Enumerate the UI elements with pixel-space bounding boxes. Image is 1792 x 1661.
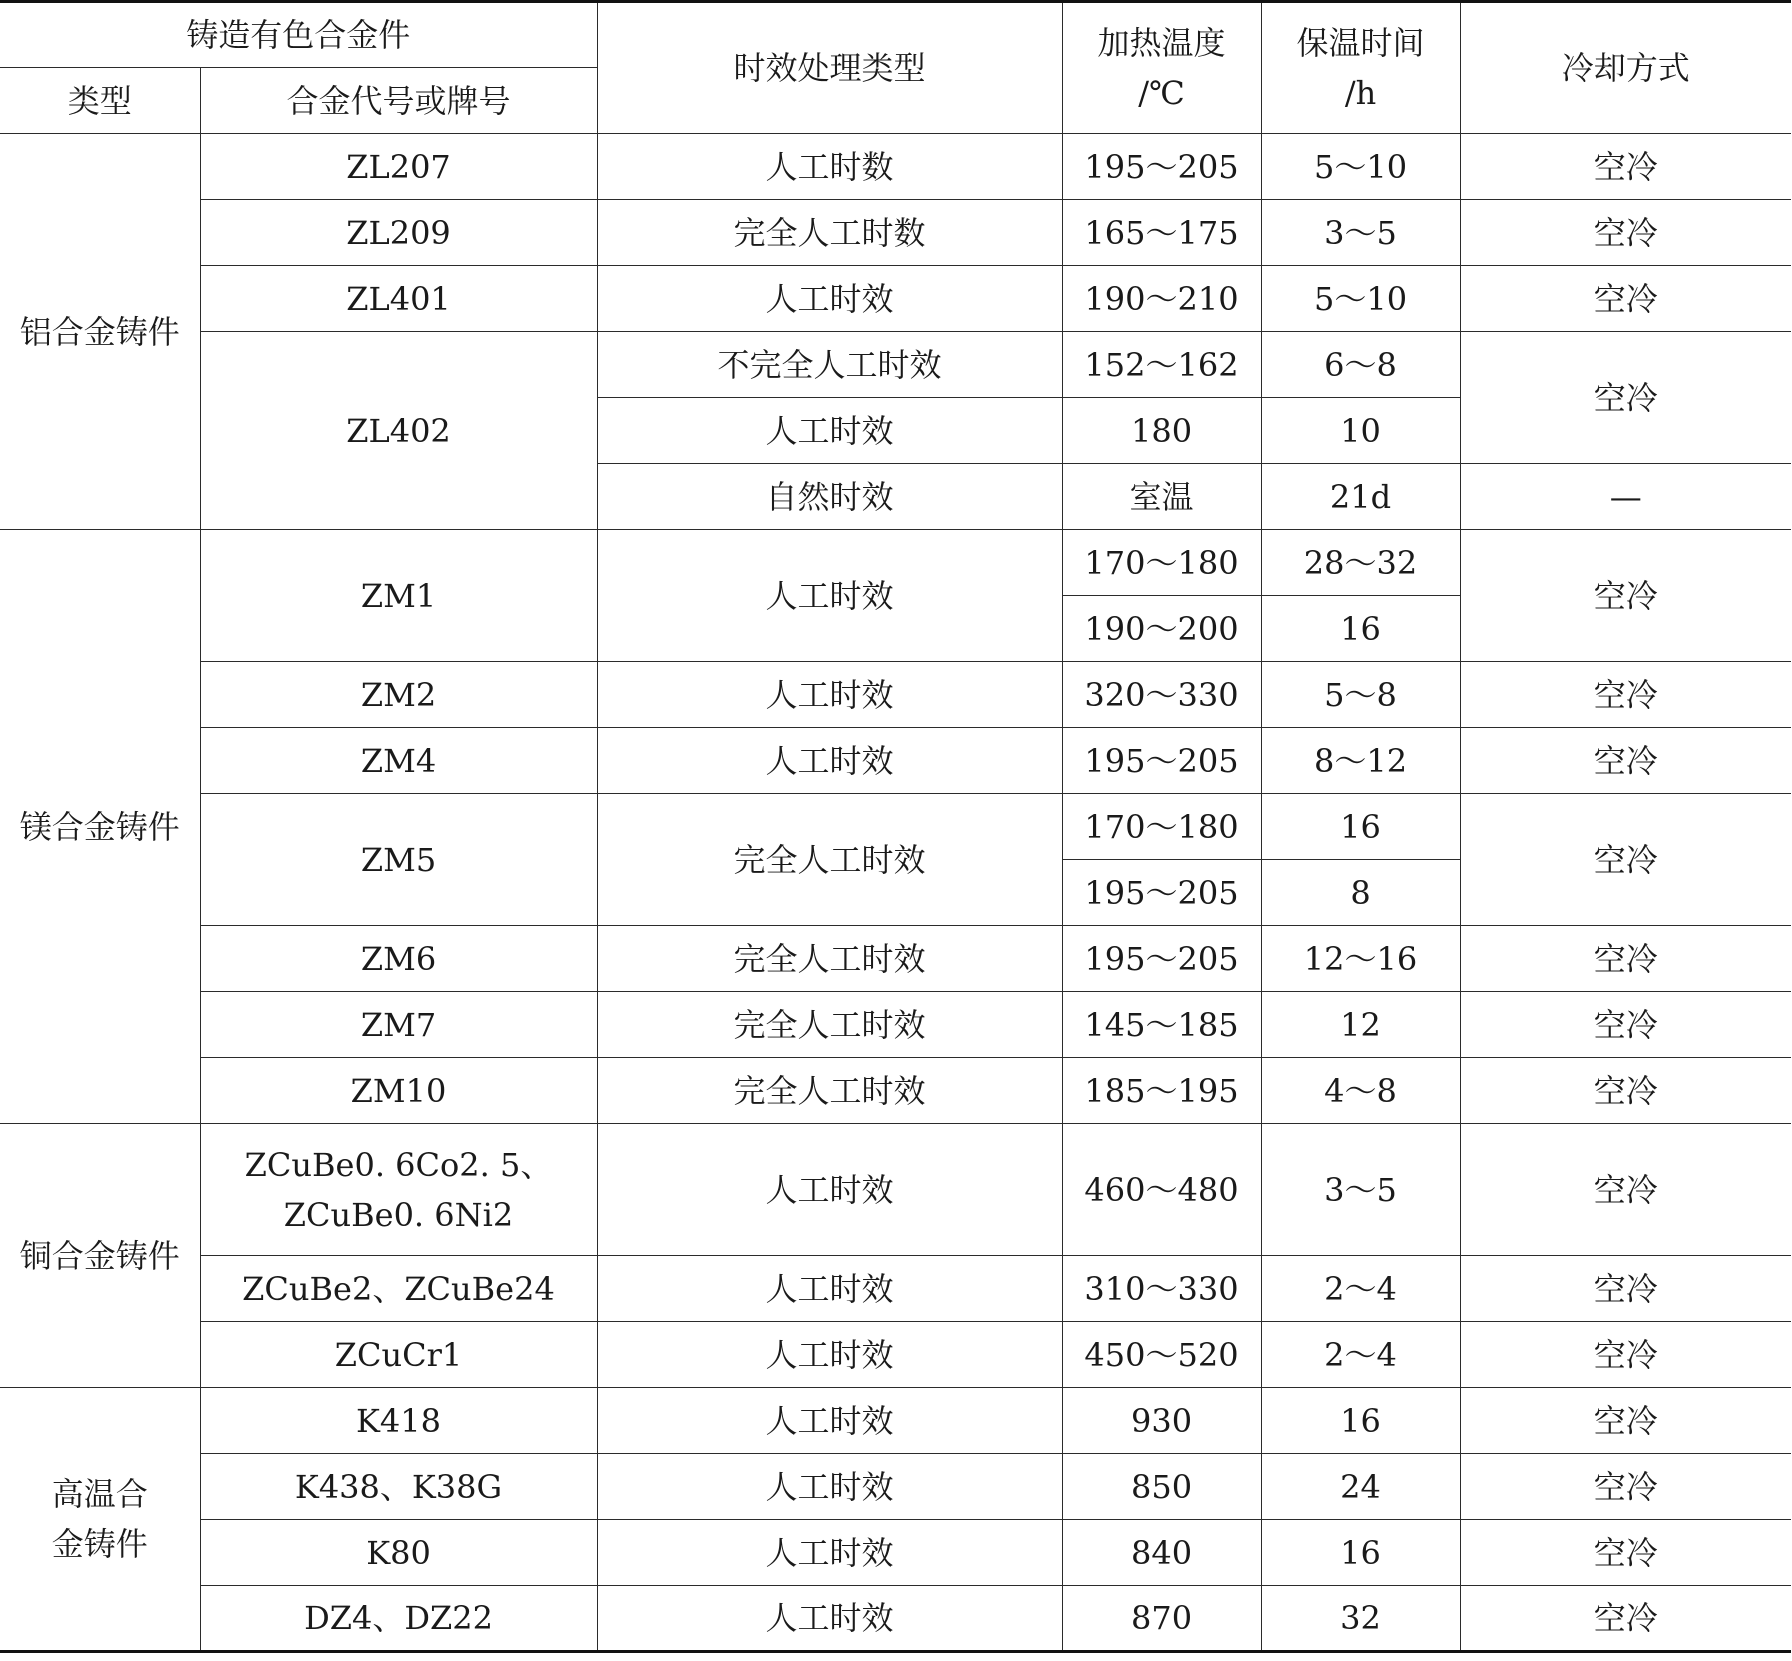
cell-code: ZL209 (200, 200, 597, 266)
cell-temp: 930 (1062, 1388, 1261, 1454)
cell-cooling: — (1460, 464, 1791, 530)
table-row (0, 1256, 1791, 1322)
cell-treatment: 完全人工时效 (597, 992, 1062, 1058)
header-code: 合金代号或牌号 (200, 68, 597, 134)
cell-temp: 170～180 (1062, 794, 1261, 860)
header-time-unit: /h (1344, 74, 1377, 112)
cell-time: 5～10 (1261, 134, 1460, 200)
cell-cooling: 空冷 (1460, 530, 1791, 662)
cell-cooling: 空冷 (1460, 1388, 1791, 1454)
cell-temp: 185～195 (1062, 1058, 1261, 1124)
cell-code: ZM7 (200, 992, 597, 1058)
category-magnesium: 镁合金铸件 (0, 530, 200, 1124)
header-time-label: 保温时间 (1296, 24, 1425, 62)
cell-treatment: 人工时效 (597, 1586, 1062, 1652)
cell-code: ZL402 (200, 332, 597, 530)
cell-time: 4～8 (1261, 1058, 1460, 1124)
cell-treatment: 不完全人工时效 (597, 332, 1062, 398)
cell-temp: 840 (1062, 1520, 1261, 1586)
table-row (0, 1520, 1791, 1586)
cell-temp: 310～330 (1062, 1256, 1261, 1322)
cell-code: ZL207 (200, 134, 597, 200)
cell-temp: 152～162 (1062, 332, 1261, 398)
cell-code: ZCuCr1 (200, 1322, 597, 1388)
header-temp (1062, 2, 1261, 134)
cell-code: ZM1 (200, 530, 597, 662)
header-row-1 (0, 2, 1791, 68)
cell-cooling: 空冷 (1460, 134, 1791, 200)
cell-code: DZ4、DZ22 (200, 1586, 597, 1652)
cell-treatment: 人工时效 (597, 1388, 1062, 1454)
cell-cooling: 空冷 (1460, 266, 1791, 332)
table-row (0, 728, 1791, 794)
cell-time: 16 (1261, 596, 1460, 662)
cell-treatment: 完全人工时数 (597, 200, 1062, 266)
cell-cooling: 空冷 (1460, 926, 1791, 992)
cell-temp: 室温 (1062, 464, 1261, 530)
category-high-temp (0, 1388, 200, 1652)
table-row (0, 926, 1791, 992)
cell-code: ZM5 (200, 794, 597, 926)
cell-cooling: 空冷 (1460, 1124, 1791, 1256)
cell-code: ZCuBe2、ZCuBe24 (200, 1256, 597, 1322)
cell-time: 2～4 (1261, 1256, 1460, 1322)
header-cooling: 冷却方式 (1460, 2, 1791, 134)
cell-time: 6～8 (1261, 332, 1460, 398)
cell-cooling: 空冷 (1460, 662, 1791, 728)
cell-temp: 195～205 (1062, 134, 1261, 200)
category-copper: 铜合金铸件 (0, 1124, 200, 1388)
table-row (0, 1586, 1791, 1652)
cell-code: ZM6 (200, 926, 597, 992)
cell-code: ZM4 (200, 728, 597, 794)
cell-cooling: 空冷 (1460, 1322, 1791, 1388)
cell-time: 5～8 (1261, 662, 1460, 728)
cell-time: 16 (1261, 1520, 1460, 1586)
header-treatment: 时效处理类型 (597, 2, 1062, 134)
cell-time: 16 (1261, 1388, 1460, 1454)
cell-code: K438、K38G (200, 1454, 597, 1520)
cell-code: K418 (200, 1388, 597, 1454)
cell-treatment: 人工时效 (597, 398, 1062, 464)
cell-time: 10 (1261, 398, 1460, 464)
cell-treatment: 完全人工时效 (597, 926, 1062, 992)
cell-cooling: 空冷 (1460, 992, 1791, 1058)
cell-code: ZM2 (200, 662, 597, 728)
cell-cooling: 空冷 (1460, 1454, 1791, 1520)
header-time (1261, 2, 1460, 134)
cell-temp: 195～205 (1062, 860, 1261, 926)
cell-time: 5～10 (1261, 266, 1460, 332)
cell-cooling: 空冷 (1460, 1058, 1791, 1124)
cell-treatment: 人工时效 (597, 1454, 1062, 1520)
header-group: 铸造有色合金件 (0, 2, 597, 68)
cell-code (200, 1124, 597, 1256)
table-row (0, 662, 1791, 728)
header-temp-label: 加热温度 (1097, 24, 1226, 62)
cell-time: 16 (1261, 794, 1460, 860)
cell-temp: 190～210 (1062, 266, 1261, 332)
cell-cooling: 空冷 (1460, 794, 1791, 926)
table-row (0, 266, 1791, 332)
cell-time: 24 (1261, 1454, 1460, 1520)
cell-time: 28～32 (1261, 530, 1460, 596)
cell-cooling: 空冷 (1460, 1256, 1791, 1322)
cell-code: ZM10 (200, 1058, 597, 1124)
cell-temp: 870 (1062, 1586, 1261, 1652)
cell-treatment: 人工时效 (597, 728, 1062, 794)
cell-treatment: 人工时效 (597, 530, 1062, 662)
cell-treatment: 自然时效 (597, 464, 1062, 530)
table-row (0, 794, 1791, 860)
cell-temp: 850 (1062, 1454, 1261, 1520)
cell-temp: 195～205 (1062, 728, 1261, 794)
header-type: 类型 (0, 68, 200, 134)
header-temp-unit: /℃ (1138, 74, 1185, 112)
table-row (0, 530, 1791, 596)
category-high-temp-line1: 高温合 (51, 1475, 148, 1513)
cell-cooling: 空冷 (1460, 332, 1791, 464)
cell-time: 32 (1261, 1586, 1460, 1652)
category-high-temp-line2: 金铸件 (51, 1525, 148, 1563)
table-row (0, 992, 1791, 1058)
cell-treatment: 人工时效 (597, 1256, 1062, 1322)
cell-treatment: 人工时效 (597, 662, 1062, 728)
cell-treatment: 人工时效 (597, 1124, 1062, 1256)
table-row (0, 1058, 1791, 1124)
cell-code-line1: ZCuBe0. 6Co2. 5、 (244, 1145, 553, 1184)
cell-cooling: 空冷 (1460, 1586, 1791, 1652)
cell-temp: 460～480 (1062, 1124, 1261, 1256)
cell-time: 12～16 (1261, 926, 1460, 992)
cell-time: 12 (1261, 992, 1460, 1058)
cell-time: 3～5 (1261, 200, 1460, 266)
table-row (0, 1454, 1791, 1520)
cell-time: 8～12 (1261, 728, 1460, 794)
cell-temp: 165～175 (1062, 200, 1261, 266)
table-row (0, 1124, 1791, 1256)
cell-temp: 180 (1062, 398, 1261, 464)
cell-treatment: 人工时效 (597, 1520, 1062, 1586)
cell-temp: 450～520 (1062, 1322, 1261, 1388)
cell-temp: 170～180 (1062, 530, 1261, 596)
cell-time: 21d (1261, 464, 1460, 530)
table-row (0, 200, 1791, 266)
cell-treatment: 人工时效 (597, 1322, 1062, 1388)
cell-cooling: 空冷 (1460, 728, 1791, 794)
cell-cooling: 空冷 (1460, 1520, 1791, 1586)
cell-treatment: 完全人工时效 (597, 1058, 1062, 1124)
cell-treatment: 人工时数 (597, 134, 1062, 200)
cell-code: K80 (200, 1520, 597, 1586)
cell-temp: 190～200 (1062, 596, 1261, 662)
cell-code-line2: ZCuBe0. 6Ni2 (283, 1195, 514, 1234)
category-aluminium: 铝合金铸件 (0, 134, 200, 530)
table-row (0, 332, 1791, 398)
cell-time: 8 (1261, 860, 1460, 926)
table-row (0, 134, 1791, 200)
cell-treatment: 人工时效 (597, 266, 1062, 332)
cell-treatment: 完全人工时效 (597, 794, 1062, 926)
cell-temp: 195～205 (1062, 926, 1261, 992)
cell-cooling: 空冷 (1460, 200, 1791, 266)
cell-code: ZL401 (200, 266, 597, 332)
cell-temp: 320～330 (1062, 662, 1261, 728)
cell-temp: 145～185 (1062, 992, 1261, 1058)
cell-time: 3～5 (1261, 1124, 1460, 1256)
cell-time: 2～4 (1261, 1322, 1460, 1388)
table-row (0, 1388, 1791, 1454)
table-row (0, 1322, 1791, 1388)
